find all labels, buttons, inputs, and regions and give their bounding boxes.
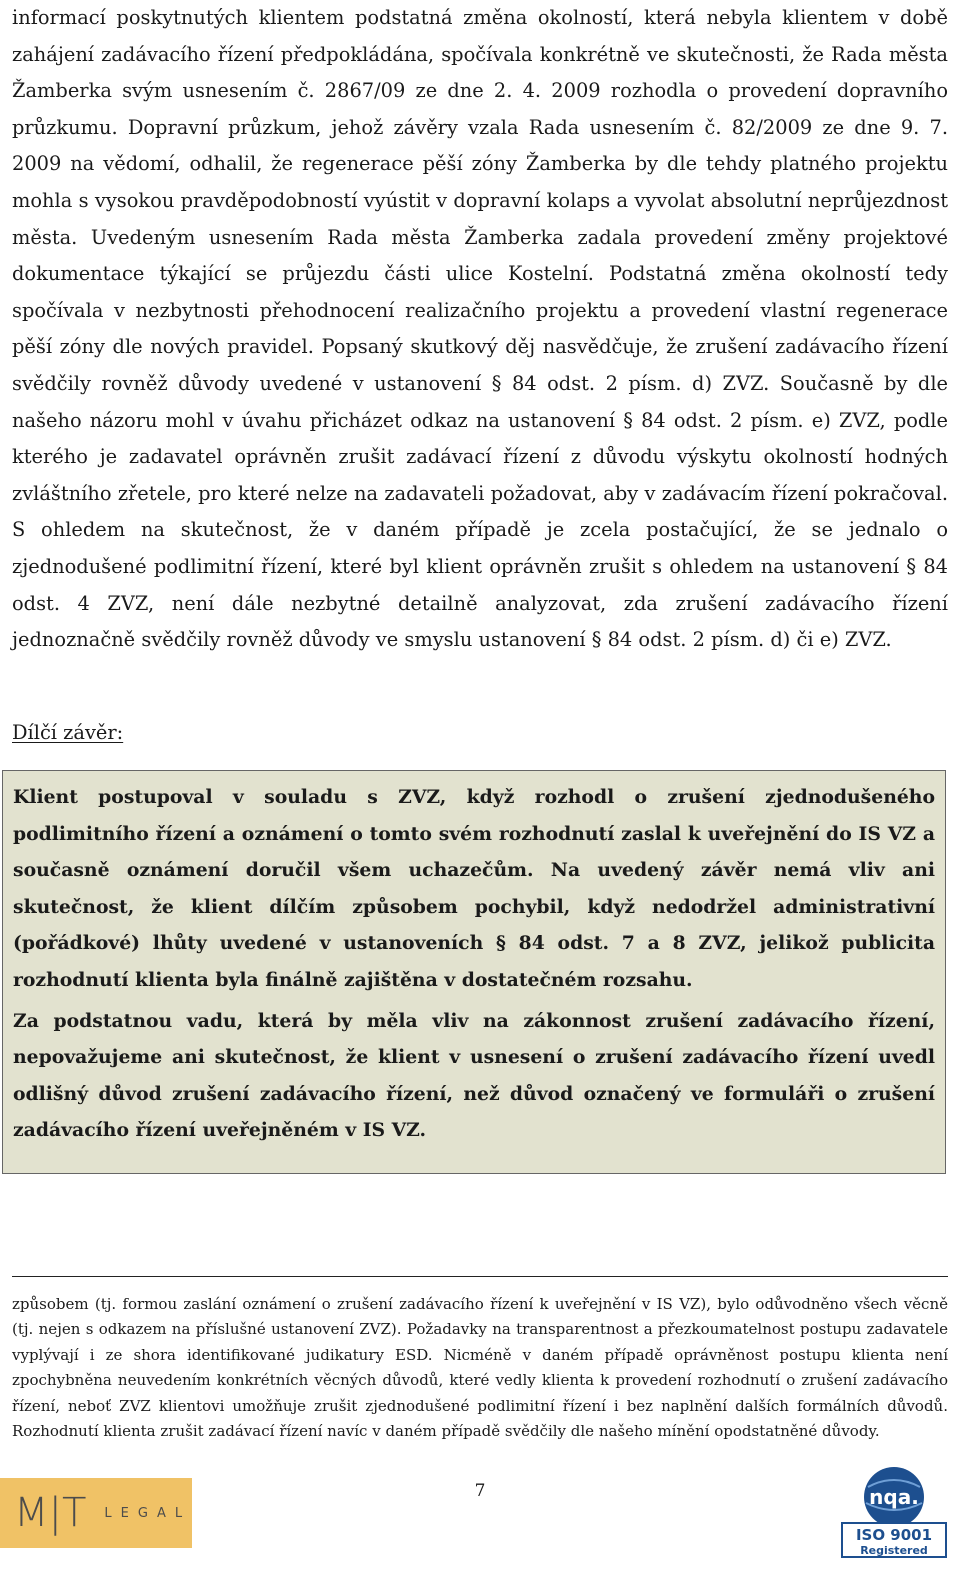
- conclusion-paragraph-2: Za podstatnou vadu, která by měla vliv na zákonnost zrušení zadávacího řízení, nepovažujeme ani skutečnost, že klient v usnesení o zrušení zadávacího řízení uvedl odlišný důvod zrušení zadávacího řízení, než důvod označený ve formuláři o zrušení zadávacího řízení uveřejněném v IS VZ.: [13, 1009, 935, 1142]
- conclusion-paragraph-1: Klient postupoval v souladu s ZVZ, když rozhodl o zrušení zjednodušeného podlimitního řízení a oznámení o tomto svém rozhodnutí zaslal k uveřejnění do IS VZ a současně oznámení doručil všem uchazečům. Na uvedený závěr nemá vliv ani skutečnost, že klient dílčím způsobem pochybil, když nedodržel administrativní (pořádkové) lhůty uvedené v ustanoveních § 84 odst. 7 a 8 ZVZ, jelikož publicita rozhodnutí klienta byla finálně zajištěna v dostatečném rozsahu.: [13, 786, 935, 991]
- mt-logo-mark: M|T: [14, 1490, 87, 1536]
- footnote-divider: [12, 1276, 948, 1277]
- subheading: [12, 718, 123, 748]
- nqa-badge-line2: Registered: [860, 1544, 928, 1557]
- subheading-text: Dílčí závěr:: [12, 721, 124, 744]
- footnote-text: způsobem (tj. formou zaslání oznámení o zrušení zadávacího řízení k uveřejnění v IS VZ), bylo odůvodněno všech věcně (tj. nejen s odkazem na příslušné ustanovení ZVZ). Požadavky na transparentnost a přezkoumatelnost postupu zadavatele vyplývají i ze shora identifikované judikatury ESD. Nicméně v daném případě oprávněnost postupu klienta není zpochybněna neuvedením konkrétních věcných důvodů, které vedly klienta k provedení rozhodnutí o zrušení zadávacího řízení, neboť ZVZ klientovi umožňuje zrušit zjednodušené podlimitní řízení i bez naplnění dalších formálních důvodů. Rozhodnutí klienta zrušit zadávací řízení navíc v daném případě svědčily dle našeho mínění opodstatněné důvody.: [12, 1295, 948, 1441]
- nqa-iso-logo: [838, 1463, 950, 1559]
- nqa-badge-line1: ISO 9001: [855, 1526, 933, 1544]
- mt-legal-logo: [0, 1478, 192, 1548]
- body-paragraph: informací poskytnutých klientem podstatná změna okolností, která nebyla klientem v době zahájení zadávacího řízení předpokládána, spočívala konkrétně ve skutečnosti, že Rada města Žamberka svým usnesením č. 2867/09 ze dne 2. 4. 2009 rozhodla o provedení dopravního průzkumu. Dopravní průzkum, jehož závěry vzala Rada usnesením č. 82/2009 ze dne 9. 7. 2009 na vědomí, odhalil, že regenerace pěší zóny Žamberka by dle tehdy platného projektu mohla s vysokou pravděpodobností vyústit v dopravní kolaps a vyvolat absolutní neprůjezdnost města. Uvedeným usnesením Rada města Žamberka zadala provedení změny projektové dokumentace týkající se průjezdu části ulice Kostelní. Podstatná změna okolností tedy spočívala v nezbytnosti přehodnocení realizačního projektu a provedení vlastní regenerace pěší zóny dle nových pravidel. Popsaný skutkový děj nasvědčuje, že zrušení zadávacího řízení svědčily rovněž důvody uvedené v ustanovení § 84 odst. 2 písm. d) ZVZ. Současně by dle našeho názoru mohl v úvahu přicházet odkaz na ustanovení § 84 odst. 2 písm. e) ZVZ, podle kterého je zadavatel oprávněn zrušit zadávací řízení z důvodu výskytu okolností hodných zvláštního zřetele, pro které nelze na zadavateli požadovat, aby v zadávacím řízení pokračoval. S ohledem na skutečnost, že v daném případě je zcela postačující, že se jednalo o zjednodušené podlimitní řízení, které byl klient oprávněn zrušit s ohledem na ustanovení § 84 odst. 4 ZVZ, není dále nezbytné detailně analyzovat, zda zrušení zadávacího řízení jednoznačně svědčily rovněž důvody ve smyslu ustanovení § 84 odst. 2 písm. d) či e) ZVZ.: [12, 6, 948, 652]
- conclusion-box: [2, 770, 946, 1174]
- mt-logo-word: LEGAL: [104, 1505, 192, 1521]
- page-number: 7: [474, 1481, 486, 1501]
- nqa-logo-word: nqa.: [869, 1485, 919, 1509]
